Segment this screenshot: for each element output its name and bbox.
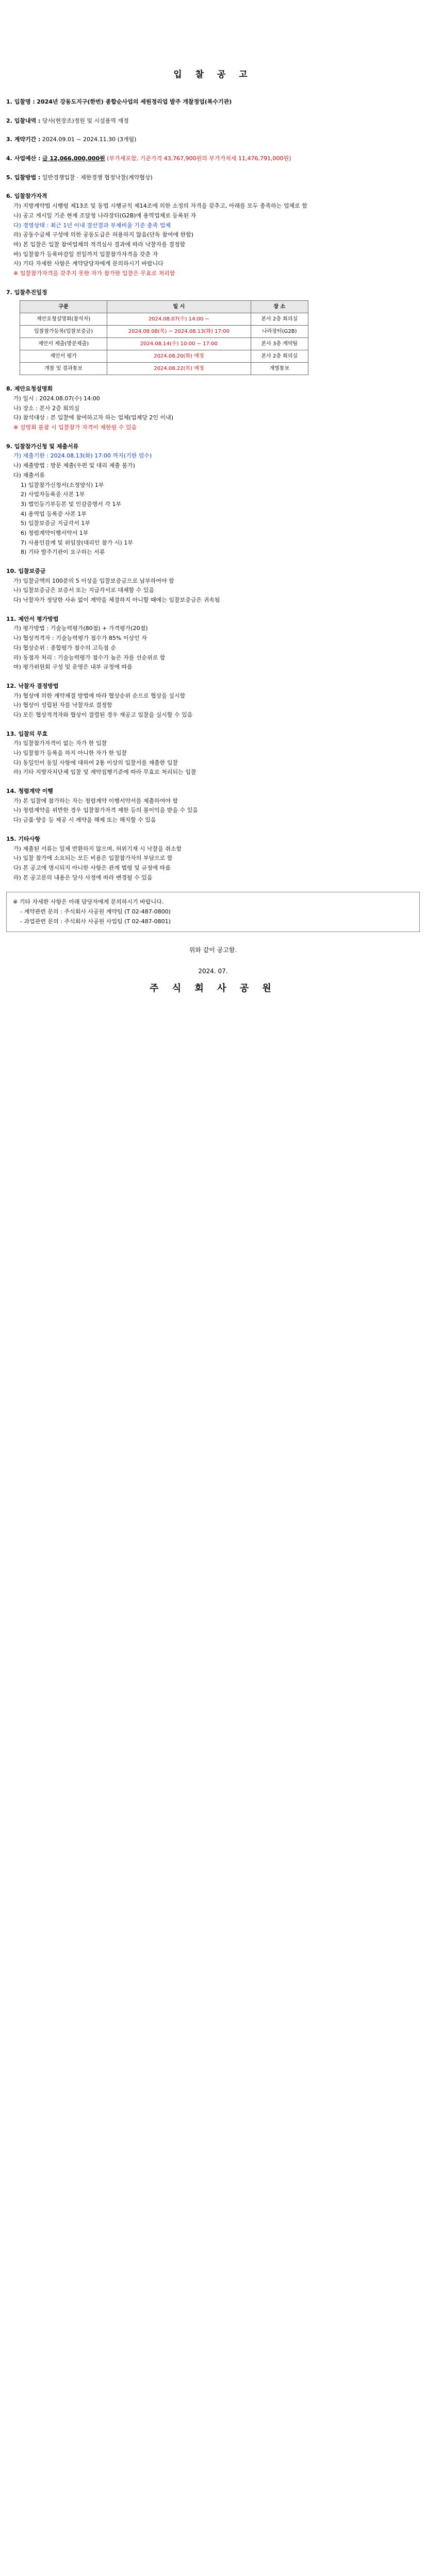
- list-item: 다) 낙찰자가 정당한 사유 없이 계약을 체결하지 아니할 때에는 입찰보증금은 귀속됨: [13, 597, 220, 604]
- section-3-period: [6, 135, 420, 145]
- table-cell: 2024.08.20(화) 예정: [107, 350, 251, 363]
- list-item: 가) 지방계약법 시행령 제13조 및 동법 시행규칙 제14조에 의한 소정의 자격을 갖추고, 아래를 모두 충족하는 업체로 함: [13, 202, 307, 210]
- table-cell: 2024.08.08(목) ~ 2024.08.13(화) 17:00: [107, 326, 251, 338]
- list-item: 1) 입찰참가신청서(소정양식) 1부: [21, 481, 104, 488]
- column-header: 일 시: [107, 301, 251, 313]
- sec-label: 사업예산 :: [14, 155, 41, 162]
- sec-label: 입찰명 :: [14, 98, 35, 105]
- list-item: 마) 본 입찰은 입찰 참여업체의 적격심사 결과에 따라 낙찰자를 결정함: [13, 241, 186, 248]
- list-item: 3) 법인등기부등본 및 인감증명서 각 1부: [21, 500, 122, 507]
- table-cell: 제안서 제출(방문제출): [20, 338, 107, 350]
- contact-line: - 계약관련 문의 : 주식회사 사공원 계약팀 (T 02-487-0800): [20, 908, 171, 915]
- list-item: 나) 공고 게시일 기준 현재 조달청 나라장터(G2B)에 용역업체로 등록된 자: [13, 212, 196, 219]
- list-item: 사) 기타 자세한 사항은 계약담당자에게 문의하시기 바랍니다: [13, 260, 163, 267]
- sec-num: 13.: [6, 730, 17, 737]
- section-8-briefing: [6, 384, 420, 432]
- table-cell: 본사 2층 회의실: [251, 350, 308, 363]
- section-11-evaluation: [6, 615, 420, 672]
- table-cell: 2024.08.14(수) 10:00 ~ 17:00: [107, 338, 251, 350]
- list-item: 다) 참석대상 : 본 입찰에 참여하고자 하는 업체(업체당 2인 이내): [13, 414, 174, 421]
- sec-label: 입찰추진일정: [14, 289, 47, 296]
- list-item: 마) 평가위원회 구성 및 운영은 내부 규정에 따름: [13, 664, 133, 671]
- table-cell: 2024.08.07(수) 14:00 ~: [107, 313, 251, 326]
- sec-text: 2024년 강동도지구(한번) 종합순사업의 세원정리업 발주 개찰정업(복수기관): [37, 98, 232, 105]
- section-7-schedule: [6, 288, 420, 376]
- section-6-qualification: [6, 192, 420, 278]
- table-row: [20, 363, 308, 375]
- table-cell: 제안서 평가: [20, 350, 107, 363]
- table-row: [20, 350, 308, 363]
- section-5-method: [6, 173, 420, 183]
- section-14-integrity: [6, 787, 420, 825]
- list-item: 나) 입찰보증금은 보증서 또는 지급각서로 대체할 수 있음: [13, 587, 155, 594]
- list-item: 가) 일시 : 2024.08.07(수) 14:00: [13, 395, 100, 402]
- list-item: 나) 장소 : 본사 2층 회의실: [13, 404, 80, 412]
- sec-label: 청렴계약 이행: [18, 788, 53, 795]
- table-row: [20, 326, 308, 338]
- sec-label: 기타사항: [18, 835, 40, 842]
- sec-num: 11.: [6, 615, 17, 622]
- list-item: 4) 용역업 등록증 사본 1부: [21, 510, 87, 517]
- sec-label: 입찰의 무효: [18, 730, 48, 737]
- list-item: 가) 협상에 의한 계약체결 방법에 따라 협상순위 순으로 협상을 실시함: [13, 692, 186, 699]
- sec-num: 2.: [6, 117, 12, 124]
- list-item: 나) 청렴계약을 위반한 경우 입찰참가자격 제한 등의 불이익을 받을 수 있음: [13, 807, 199, 814]
- list-item: 라) 공동수급체 구성에 의한 공동도급은 허용하지 않음(단독 참여에 한함): [13, 231, 193, 239]
- schedule-table: [20, 300, 308, 375]
- table-cell: 본사 2층 회의실: [251, 313, 308, 326]
- list-item: 7) 사용인감계 및 위임장(대리인 참가 시) 1부: [21, 539, 133, 546]
- section-4-budget: [6, 154, 420, 164]
- sec-label: 계약기간 :: [14, 136, 41, 143]
- sec-num: 4.: [6, 155, 12, 162]
- list-item: 다) 제출서류: [13, 471, 45, 479]
- section-1-bid-name: [6, 97, 420, 107]
- table-cell: 개별통보: [251, 363, 308, 375]
- table-cell: 나라장터(G2B): [251, 326, 308, 338]
- column-header: 구분: [20, 301, 107, 313]
- sec-label: 입찰내역 :: [14, 117, 41, 124]
- list-item: 다) 금품·향응 등 제공 시 계약을 해제 또는 해지할 수 있음: [13, 817, 156, 824]
- closing-text: 위와 같이 공고함.: [189, 946, 237, 954]
- table-cell: 입찰참가등록(입찰보증금): [20, 326, 107, 338]
- list-item: 6) 청렴계약이행서약서 1부: [21, 529, 89, 536]
- list-item: 라) 본 공고문의 내용은 당사 사정에 따라 변경될 수 있음: [13, 874, 153, 881]
- column-header: 장 소: [251, 301, 308, 313]
- table-row: [20, 338, 308, 350]
- sec-text: 2024.09.01 ~ 2024.11.30 (3개월): [42, 136, 137, 143]
- budget-amount: 금 12,066,000,000원: [42, 155, 105, 162]
- warning-text: ※ 설명회 불참 시 입찰참가 자격이 제한될 수 있음: [13, 424, 137, 431]
- list-item: 가) 입찰참가자격이 없는 자가 한 입찰: [13, 740, 107, 747]
- table-row: [20, 313, 308, 326]
- list-item: 바) 입찰참가 등록마감일 전일까지 입찰참가자격을 갖춘 자: [13, 250, 158, 258]
- table-cell: 제안요청설명회(참석자): [20, 313, 107, 326]
- sec-label: 입찰참가자격: [14, 193, 47, 200]
- section-12-award: [6, 682, 420, 720]
- contact-box: [6, 892, 420, 932]
- list-item: 5) 입찰보증금 지급각서 1부: [21, 520, 91, 527]
- list-item: 라) 동점자 처리 : 기술능력평가 점수가 높은 자를 선순위로 함: [13, 654, 166, 661]
- sec-num: 9.: [6, 443, 12, 450]
- list-item: 다) 동일인이 동일 사항에 대하여 2통 이상의 입찰서를 제출한 입찰: [13, 759, 178, 766]
- sec-label: 입찰보증금: [18, 568, 46, 574]
- list-item: 가) 제출기한 : 2024.08.13(화) 17:00 까지(기한 엄수): [13, 452, 152, 460]
- table-cell: 2024.08.22(목) 예정: [107, 363, 251, 375]
- list-item: 가) 평가방법 : 기술능력평가(80점) + 가격평가(20점): [13, 625, 148, 632]
- section-15-etc: [6, 835, 420, 883]
- sec-num: 14.: [6, 788, 17, 795]
- sec-label: 입찰방법 :: [14, 174, 41, 181]
- list-item: 가) 입찰금액의 100분의 5 이상을 입찰보증금으로 납부하여야 함: [13, 577, 174, 584]
- sec-label: 입찰참가신청 및 제출서류: [14, 443, 79, 450]
- sec-num: 1.: [6, 98, 12, 105]
- notice-title: 입 찰 공 고: [173, 70, 253, 80]
- notice-document: [6, 0, 420, 994]
- sec-num: 10.: [6, 568, 17, 574]
- contact-intro: ※ 기타 자세한 사항은 아래 담당자에게 문의하시기 바랍니다.: [13, 899, 164, 906]
- list-item: 다) 모든 협상적격자와 협상이 결렬된 경우 재공고 입찰을 실시할 수 있음: [13, 711, 193, 718]
- sec-num: 15.: [6, 835, 17, 842]
- sec-num: 6.: [6, 193, 12, 200]
- list-item: 가) 본 입찰에 참가하는 자는 청렴계약 이행서약서를 제출하여야 함: [13, 797, 178, 804]
- list-item: 다) 협상순위 : 종합평가 점수의 고득점 순: [13, 644, 116, 651]
- sec-text: 일반경쟁입찰 · 제한경쟁 협정낙찰(계약협상): [42, 174, 153, 181]
- table-header-row: [20, 301, 308, 313]
- section-2-contents: [6, 116, 420, 126]
- section-9-documents: [6, 442, 420, 557]
- list-item: 가) 제출된 서류는 일체 반환하지 않으며, 허위기재 시 낙찰을 취소함: [13, 845, 182, 852]
- sec-num: 5.: [6, 174, 12, 181]
- list-item: 나) 입찰참가 등록을 하지 아니한 자가 한 입찰: [13, 750, 127, 756]
- notice-date: 2024. 07.: [198, 968, 228, 975]
- list-item: 나) 입찰 참가에 소요되는 모든 비용은 입찰참가자의 부담으로 함: [13, 855, 173, 862]
- sec-text: 당사(현장조)정원 및 시설용역 재정: [42, 117, 129, 124]
- list-item: 나) 협상적격자 : 기술능력평가 점수가 85% 이상인 자: [13, 635, 147, 642]
- sec-label: 제안서 평가방법: [18, 615, 59, 622]
- list-item: 8) 기타 발주기관이 요구하는 서류: [21, 549, 105, 556]
- list-item: 2) 사업자등록증 사본 1부: [21, 491, 85, 498]
- list-item: 라) 기타 지방자치단체 입찰 및 계약집행기준에 따라 무효로 처리되는 입찰: [13, 769, 196, 776]
- table-cell: 본사 3층 계약팀: [251, 338, 308, 350]
- organization-name: 주 식 회 사 공 원: [150, 983, 276, 994]
- sec-num: 12.: [6, 682, 17, 689]
- sec-num: 3.: [6, 136, 12, 143]
- warning-text: ※ 입찰참가자격을 갖추지 못한 자가 참가한 입찰은 무효로 처리함: [13, 269, 175, 277]
- list-item: 다) 경영상태 : 최근 1년 이내 결산결과 부채비율 기준 충족 업체: [13, 222, 171, 229]
- list-item: 나) 협상이 성립된 자를 낙찰자로 결정함: [13, 702, 112, 709]
- sec-num: 8.: [6, 385, 12, 393]
- contact-line: - 과업관련 문의 : 주식회사 사공원 사업팀 (T 02-487-0801): [20, 918, 171, 925]
- sec-label: 낙찰자 결정방법: [18, 682, 59, 689]
- section-10-deposit: [6, 567, 420, 605]
- sec-num: 7.: [6, 289, 12, 296]
- sec-label: 제안요청설명회: [14, 385, 53, 393]
- list-item: 다) 본 공고에 명시되지 아니한 사항은 관계 법령 및 규정에 따름: [13, 864, 171, 871]
- table-cell: 개찰 및 결과통보: [20, 363, 107, 375]
- section-13-invalid: [6, 730, 420, 777]
- list-item: 나) 제출방법 : 방문 제출(우편 및 대리 제출 불가): [13, 462, 135, 469]
- budget-detail: (부가세포함, 기준가격 43,767,900원의 부가가치세 11,476,791,000원): [107, 155, 291, 162]
